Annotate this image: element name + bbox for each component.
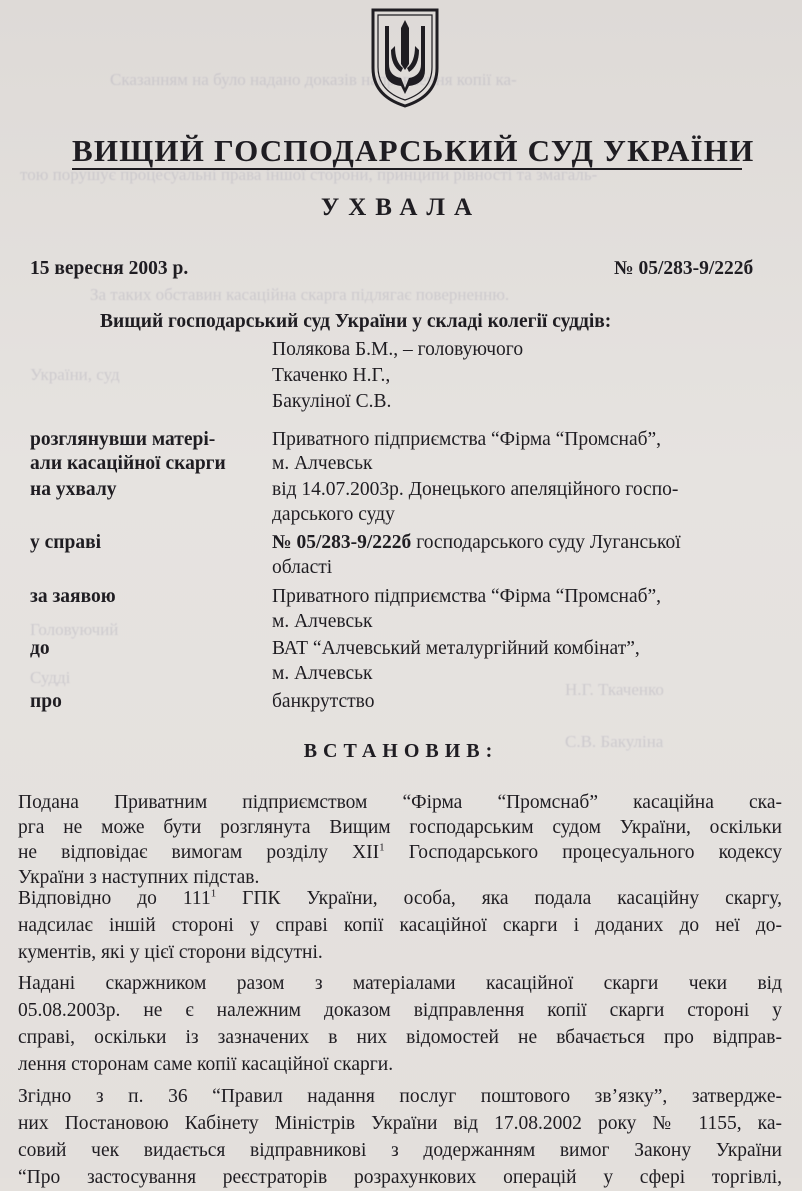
field-label: за заявою [30,586,116,607]
field-value: від 14.07.2003р. Донецького апеляційного госпо- [272,479,679,500]
bleed-through-text: тою порушує процесуальні права іншої сторони, принципи рівності та змагаль- [20,165,598,184]
coat-of-arms-icon [367,6,443,110]
judge-name: Полякова Б.М., – головуючого [272,339,524,360]
field-value: області [272,557,333,578]
field-value: м. Алчевськ [272,611,373,632]
paragraph-line: них Постановою Кабінету Міністрів України від 17.08.2002 року № 1155, ка- [18,1113,782,1134]
judge-name: Ткаченко Н.Г., [272,365,391,386]
field-label: на ухвалу [30,479,117,500]
bleed-through-text: За таких обставин касаційна скарга підлягає поверненню. [90,285,510,304]
paragraph-line: України з наступних підстав. [18,867,260,888]
paragraph-line: Надані скаржником разом з матеріалами касаційної скарги чеки від [18,973,782,994]
body-paragraph [18,885,782,966]
paragraph-line: справі, оскільки із зазначених в них відомостей не вбачається про відправ- [18,1027,782,1048]
document-type-heading: УХВАЛА [320,194,482,221]
bleed-through-text: Сказанням на було надано доказів направлення копії ка- [110,70,517,89]
paragraph-line: лення сторонам саме копії касаційної скарги. [18,1054,394,1075]
paragraph-line: “Про застосування реєстраторів розрахункових операцій у сфері торгівлі, [18,1167,782,1188]
field-value: м. Алчевськ [272,453,373,474]
paragraph-text: Відповідно до 111 [18,888,211,909]
field-value: дарського суду [272,504,395,525]
field-value: м. Алчевськ [272,663,373,684]
body-paragraph [18,1083,782,1191]
field-value: Приватного підприємства “Фірма “Промснаб”, [272,429,662,450]
field-value [272,531,681,555]
paragraph-line: Згідно з п. 36 “Правил надання послуг поштового зв’язку”, затверджe- [18,1086,782,1107]
field-label: али касаційної скарги [30,453,226,474]
paragraph-line: совий чек видається відправникові з додержанням вимог Закону України [18,1140,782,1161]
paragraph-line: надсилає іншій стороні у справі копії касаційної скарги і доданих до неї до- [18,915,782,936]
field-label: розглянувши матері- [30,429,216,450]
panel-intro: Вищий господарський суд України у складі колегії суддів: [100,311,612,332]
body-paragraph [18,970,782,1078]
document-date: 15 вересня 2003 р. [30,258,189,279]
paragraph-line: рга не може бути розглянута Вищим господарським судом України, оскільки [18,817,782,838]
section-heading: ВСТАНОВИВ: [303,740,499,762]
bleed-through-text: Головуючий [30,620,119,639]
field-value: ВАТ “Алчевський металургійний комбінат”, [272,638,640,659]
field-value: банкрутство [272,691,375,712]
field-label: до [30,638,50,659]
superscript: 1 [210,887,217,900]
paragraph-line: 05.08.2003р. не є належним доказом відправлення копії скарги стороні у [18,1000,782,1021]
bleed-through-text: С.В. Бакуліна [565,732,664,751]
field-value: Приватного підприємства “Фірма “Промснаб”, [272,586,662,607]
paragraph-text: ГПК України, особа, яка подала касаційну скаргу, [216,888,782,909]
paragraph-line: не відповідає вимогам розділу XII$^1$ Господарського процесуального кодексу [18,841,783,863]
bleed-through-text: Н.Г. Ткаченко [565,680,664,699]
paragraph-line: кументів, які у цієї сторони відсутні. [18,942,323,963]
field-label: про [30,691,62,712]
court-name-heading: ВИЩИЙ ГОСПОДАРСЬКИЙ СУД УКРАЇНИ [72,133,755,168]
field-value-text: господарського суду Луганської [416,532,681,553]
body-paragraph [18,790,782,890]
case-number-inline: № 05/283-9/222б [272,532,412,553]
bleed-through-text: Судді [30,668,71,687]
paragraph-line [18,885,782,912]
bleed-through-text: України, суд [30,365,120,384]
case-number: № 05/283-9/222б [614,258,754,279]
paragraph-line: Подана Приватним підприємством “Фірма “Промснаб” касаційна ска- [18,792,782,813]
judge-name: Бакуліної С.В. [272,391,392,412]
field-label: у справі [30,532,102,553]
